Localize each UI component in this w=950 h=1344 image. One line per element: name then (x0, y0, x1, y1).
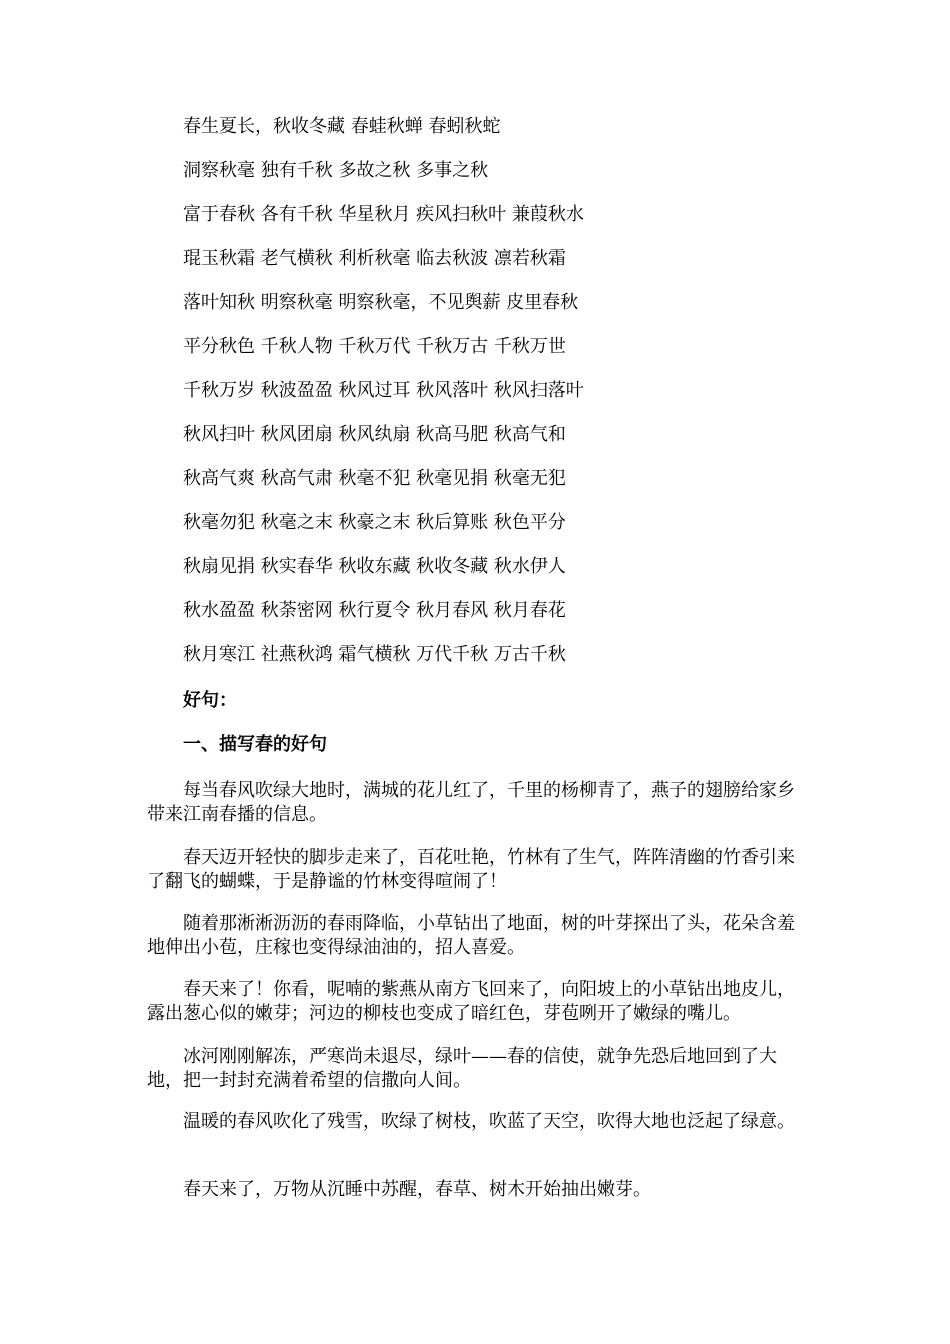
paragraph: 随着那淅淅沥沥的春雨降临，小草钻出了地面，树的叶芽探出了头，花朵含羞地伸出小苞，庄稼也变得绿油油的，招人喜爱。 (147, 913, 795, 958)
idiom-line: 洞察秋毫 独有千秋 多故之秋 多事之秋 (183, 160, 489, 181)
idiom-line: 平分秋色 千秋人物 千秋万代 千秋万古 千秋万世 (183, 336, 566, 357)
paragraph: 冰河刚刚解冻，严寒尚未退尽，绿叶——春的信使，就争先恐后地回到了大地，把一封封充满着希望的信撒向人间。 (147, 1046, 777, 1091)
idiom-line: 秋毫勿犯 秋毫之末 秋豪之末 秋后算账 秋色平分 (183, 512, 566, 533)
paragraph: 每当春风吹绿大地时，满城的花儿红了，千里的杨柳青了，燕子的翅膀给家乡带来江南春播的信息。 (147, 780, 795, 825)
idiom-line: 落叶知秋 明察秋毫 明察秋毫，不见舆薪 皮里春秋 (183, 292, 579, 313)
idiom-line: 琨玉秋霜 老气横秋 利析秋毫 临去秋波 凛若秋霜 (183, 248, 566, 269)
paragraph: 春天迈开轻快的脚步走来了，百花吐艳，竹林有了生气，阵阵清幽的竹香引来了翻飞的蝴蝶，于是静谧的竹林变得喧闹了！ (147, 847, 795, 892)
section-heading: 一、描写春的好句 (183, 734, 327, 755)
idiom-line: 千秋万岁 秋波盈盈 秋风过耳 秋风落叶 秋风扫落叶 (183, 380, 584, 401)
idiom-line: 秋高气爽 秋高气肃 秋毫不犯 秋毫见捐 秋毫无犯 (183, 468, 566, 489)
idiom-line: 秋水盈盈 秋荼密网 秋行夏令 秋月春风 秋月春花 (183, 600, 566, 621)
good-sentences-label: 好句： (183, 690, 237, 711)
idiom-line: 秋风扫叶 秋风团扇 秋风纨扇 秋高马肥 秋高气和 (183, 424, 566, 445)
idiom-line: 春生夏长，秋收冬藏 春蛙秋蝉 春蚓秋蛇 (183, 116, 501, 137)
paragraph: 温暖的春风吹化了残雪，吹绿了树枝，吹蓝了天空，吹得大地也泛起了绿意。 (183, 1111, 795, 1132)
idiom-line: 富于春秋 各有千秋 华星秋月 疾风扫秋叶 兼葭秋水 (183, 204, 584, 225)
paragraph: 春天来了，万物从沉睡中苏醒，春草、树木开始抽出嫩芽。 (183, 1179, 651, 1200)
idiom-line: 秋月寒江 社燕秋鸿 霜气横秋 万代千秋 万古千秋 (183, 644, 566, 665)
idiom-line: 秋扇见捐 秋实春华 秋收东藏 秋收冬藏 秋水伊人 (183, 556, 566, 577)
paragraph: 春天来了！你看，呢喃的紫燕从南方飞回来了，向阳坡上的小草钻出地皮儿，露出葱心似的嫩芽；河边的柳枝也变成了暗红色，芽苞咧开了嫩绿的嘴儿。 (147, 979, 795, 1024)
